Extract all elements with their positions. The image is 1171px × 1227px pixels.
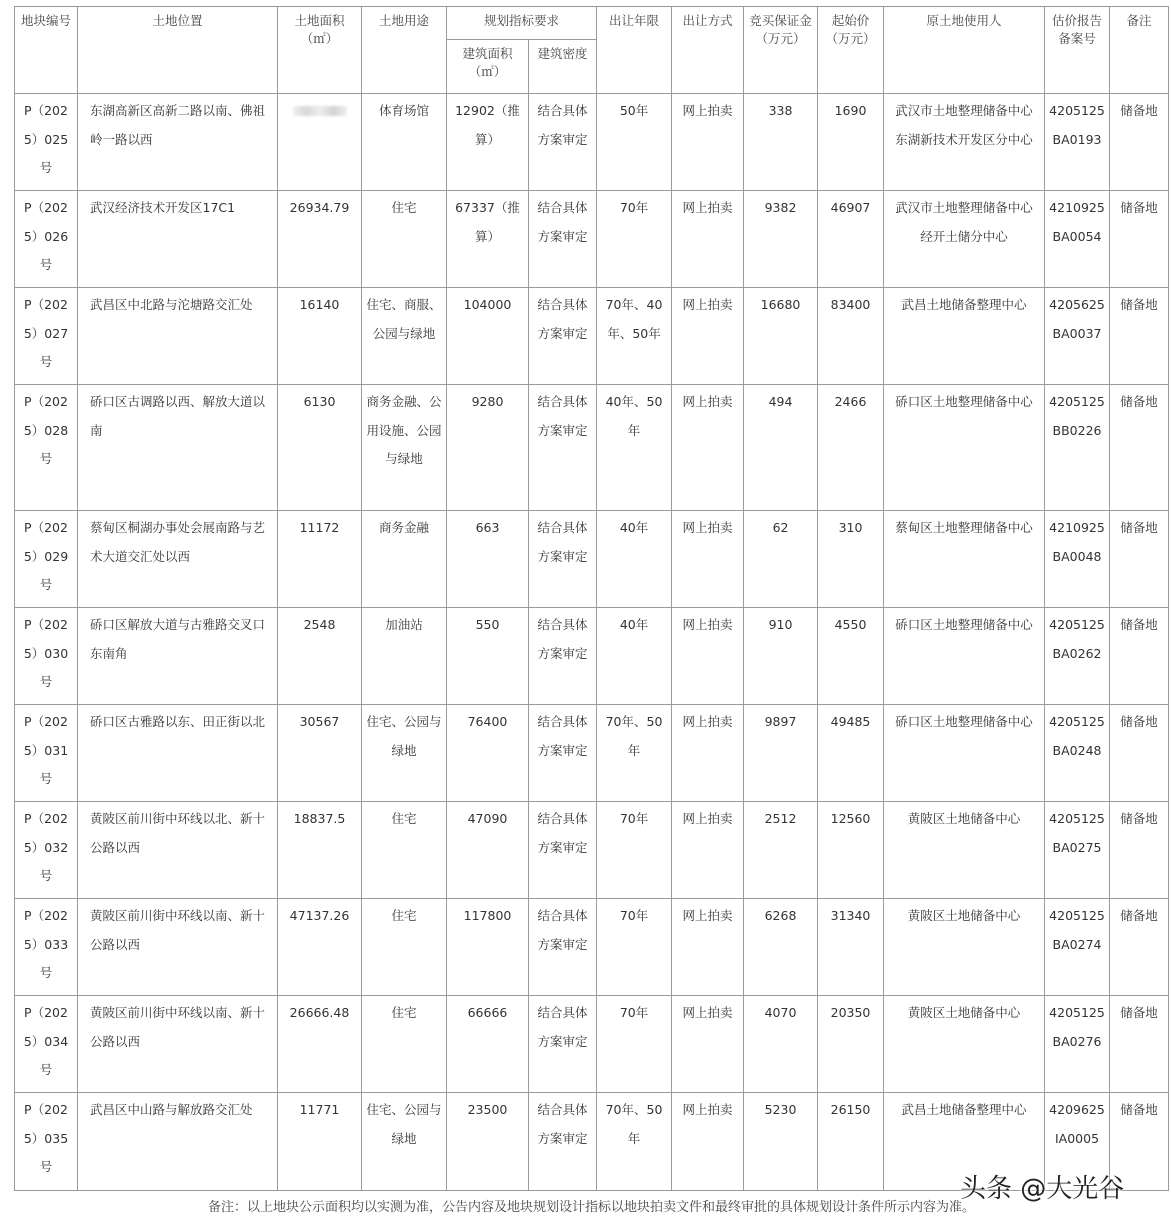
cell-owner: 黄陂区土地储备中心 [884,899,1045,996]
cell-build-area: 47090 [447,802,529,899]
table-body [15,94,1169,1191]
cell-remark: 储备地 [1110,996,1169,1093]
cell-remark: 储备地 [1110,608,1169,705]
cell-area: 30567 [278,705,362,802]
header-location: 土地位置 [78,7,278,94]
cell-plot-no: P（2025）031号 [15,705,78,802]
header-build-area: 建筑面积（㎡） [447,40,529,94]
cell-method: 网上拍卖 [672,94,744,191]
cell-owner: 武昌土地储备整理中心 [884,288,1045,385]
cell-plot-no: P（2025）026号 [15,191,78,288]
cell-density: 结合具体方案审定 [529,511,597,608]
cell-use: 商务金融、公用设施、公园与绿地 [362,385,447,511]
cell-density: 结合具体方案审定 [529,288,597,385]
cell-location: 黄陂区前川街中环线以南、新十公路以西 [78,996,278,1093]
cell-plot-no: P（2025）033号 [15,899,78,996]
cell-owner: 蔡甸区土地整理储备中心 [884,511,1045,608]
cell-owner: 武汉市土地整理储备中心经开土储分中心 [884,191,1045,288]
cell-use: 住宅 [362,191,447,288]
cell-location: 东湖高新区高新二路以南、佛祖岭一路以西 [78,94,278,191]
cell-term: 40年 [597,511,672,608]
cell-deposit: 16680 [744,288,818,385]
cell-density: 结合具体方案审定 [529,802,597,899]
cell-deposit: 4070 [744,996,818,1093]
redacted-area-blur [293,106,347,116]
cell-remark: 储备地 [1110,705,1169,802]
cell-plot-no: P（2025）028号 [15,385,78,511]
cell-location: 硚口区古调路以西、解放大道以南 [78,385,278,511]
table-row [15,511,1169,608]
header-method: 出让方式 [672,7,744,94]
cell-appraisal: 4209625IA0005 [1045,1093,1110,1191]
cell-plot-no: P（2025）034号 [15,996,78,1093]
cell-owner: 硚口区土地整理储备中心 [884,608,1045,705]
cell-use: 住宅 [362,802,447,899]
cell-remark: 储备地 [1110,191,1169,288]
cell-location: 武昌区中北路与沱塘路交汇处 [78,288,278,385]
cell-owner: 黄陂区土地储备中心 [884,996,1045,1093]
table-header [15,7,1169,94]
cell-appraisal: 4205125BA0275 [1045,802,1110,899]
cell-start-price: 49485 [818,705,884,802]
cell-term: 70年 [597,802,672,899]
cell-owner: 黄陂区土地储备中心 [884,802,1045,899]
table-row [15,385,1169,511]
cell-term: 70年、40年、50年 [597,288,672,385]
cell-start-price: 31340 [818,899,884,996]
cell-start-price: 310 [818,511,884,608]
cell-area: 11771 [278,1093,362,1191]
cell-build-area: 550 [447,608,529,705]
header-remark: 备注 [1110,7,1169,94]
cell-build-area: 67337（推算） [447,191,529,288]
cell-deposit: 6268 [744,899,818,996]
cell-use: 体育场馆 [362,94,447,191]
cell-plot-no: P（2025）030号 [15,608,78,705]
cell-location: 武汉经济技术开发区17C1 [78,191,278,288]
cell-remark: 储备地 [1110,899,1169,996]
cell-appraisal: 4210925BA0048 [1045,511,1110,608]
cell-appraisal: 4205125BA0274 [1045,899,1110,996]
header-appraisal: 估价报告备案号 [1045,7,1110,94]
header-area: 土地面积（㎡） [278,7,362,94]
cell-remark: 储备地 [1110,288,1169,385]
cell-appraisal: 4205625BA0037 [1045,288,1110,385]
cell-remark: 储备地 [1110,1093,1169,1191]
cell-term: 70年、50年 [597,705,672,802]
cell-location: 黄陂区前川街中环线以南、新十公路以西 [78,899,278,996]
cell-start-price: 2466 [818,385,884,511]
header-planning: 规划指标要求 [447,7,597,40]
cell-build-area: 117800 [447,899,529,996]
cell-build-area: 104000 [447,288,529,385]
cell-location: 蔡甸区桐湖办事处会展南路与艺术大道交汇处以西 [78,511,278,608]
header-start-price: 起始价（万元） [818,7,884,94]
cell-location: 硚口区解放大道与古雅路交叉口东南角 [78,608,278,705]
cell-build-area: 23500 [447,1093,529,1191]
table-row [15,802,1169,899]
cell-plot-no: P（2025）035号 [15,1093,78,1191]
cell-area [278,94,362,191]
cell-start-price: 46907 [818,191,884,288]
cell-density: 结合具体方案审定 [529,705,597,802]
cell-area: 18837.5 [278,802,362,899]
cell-term: 40年、50年 [597,385,672,511]
cell-density: 结合具体方案审定 [529,1093,597,1191]
cell-area: 26934.79 [278,191,362,288]
cell-deposit: 338 [744,94,818,191]
cell-area: 26666.48 [278,996,362,1093]
cell-term: 70年 [597,996,672,1093]
cell-deposit: 494 [744,385,818,511]
cell-area: 6130 [278,385,362,511]
cell-deposit: 2512 [744,802,818,899]
cell-density: 结合具体方案审定 [529,191,597,288]
cell-build-area: 9280 [447,385,529,511]
cell-use: 加油站 [362,608,447,705]
table-row [15,288,1169,385]
cell-density: 结合具体方案审定 [529,94,597,191]
cell-location: 黄陂区前川街中环线以北、新十公路以西 [78,802,278,899]
header-density: 建筑密度 [529,40,597,94]
cell-plot-no: P（2025）027号 [15,288,78,385]
cell-deposit: 9382 [744,191,818,288]
header-plot-no: 地块编号 [15,7,78,94]
table-row [15,996,1169,1093]
cell-use: 商务金融 [362,511,447,608]
cell-term: 40年 [597,608,672,705]
cell-use: 住宅 [362,996,447,1093]
cell-term: 70年、50年 [597,1093,672,1191]
cell-location: 武昌区中山路与解放路交汇处 [78,1093,278,1191]
cell-method: 网上拍卖 [672,1093,744,1191]
cell-method: 网上拍卖 [672,191,744,288]
cell-term: 70年 [597,899,672,996]
cell-remark: 储备地 [1110,802,1169,899]
cell-start-price: 83400 [818,288,884,385]
cell-plot-no: P（2025）029号 [15,511,78,608]
header-term: 出让年限 [597,7,672,94]
cell-area: 11172 [278,511,362,608]
cell-method: 网上拍卖 [672,385,744,511]
table-row [15,608,1169,705]
land-auction-table [14,6,1169,1191]
cell-use: 住宅、公园与绿地 [362,705,447,802]
cell-deposit: 9897 [744,705,818,802]
cell-start-price: 20350 [818,996,884,1093]
cell-location: 硚口区古雅路以东、田正街以北 [78,705,278,802]
cell-method: 网上拍卖 [672,608,744,705]
cell-deposit: 910 [744,608,818,705]
cell-appraisal: 4205125BA0248 [1045,705,1110,802]
cell-deposit: 5230 [744,1093,818,1191]
cell-owner: 硚口区土地整理储备中心 [884,705,1045,802]
cell-appraisal: 4205125BA0262 [1045,608,1110,705]
cell-method: 网上拍卖 [672,705,744,802]
header-use: 土地用途 [362,7,447,94]
cell-plot-no: P（2025）032号 [15,802,78,899]
footnote: 备注：以上地块公示面积均以实测为准，公告内容及地块规划设计指标以地块拍卖文件和最终审批的具体规划设计条件所示内容为准。 [208,1200,976,1215]
cell-density: 结合具体方案审定 [529,608,597,705]
cell-remark: 储备地 [1110,385,1169,511]
cell-start-price: 12560 [818,802,884,899]
cell-remark: 储备地 [1110,94,1169,191]
cell-start-price: 4550 [818,608,884,705]
cell-build-area: 12902（推算） [447,94,529,191]
cell-method: 网上拍卖 [672,899,744,996]
cell-build-area: 76400 [447,705,529,802]
cell-appraisal: 4210925BA0054 [1045,191,1110,288]
cell-start-price: 1690 [818,94,884,191]
cell-density: 结合具体方案审定 [529,385,597,511]
cell-appraisal: 4205125BA0276 [1045,996,1110,1093]
cell-area: 16140 [278,288,362,385]
cell-start-price: 26150 [818,1093,884,1191]
table-row [15,191,1169,288]
cell-owner: 武昌土地储备整理中心 [884,1093,1045,1191]
cell-plot-no: P（2025）025号 [15,94,78,191]
cell-build-area: 66666 [447,996,529,1093]
header-deposit: 竞买保证金（万元） [744,7,818,94]
cell-density: 结合具体方案审定 [529,899,597,996]
table-row [15,899,1169,996]
cell-remark: 储备地 [1110,511,1169,608]
table-row [15,94,1169,191]
cell-build-area: 663 [447,511,529,608]
header-owner: 原土地使用人 [884,7,1045,94]
cell-method: 网上拍卖 [672,288,744,385]
cell-area: 2548 [278,608,362,705]
cell-use: 住宅、商服、公园与绿地 [362,288,447,385]
cell-appraisal: 4205125BB0226 [1045,385,1110,511]
cell-term: 50年 [597,94,672,191]
cell-owner: 武汉市土地整理储备中心东湖新技术开发区分中心 [884,94,1045,191]
table-row [15,705,1169,802]
cell-owner: 硚口区土地整理储备中心 [884,385,1045,511]
watermark: 头条 @大光谷 [960,1174,1125,1204]
cell-density: 结合具体方案审定 [529,996,597,1093]
cell-use: 住宅、公园与绿地 [362,1093,447,1191]
cell-method: 网上拍卖 [672,996,744,1093]
cell-method: 网上拍卖 [672,511,744,608]
cell-method: 网上拍卖 [672,802,744,899]
cell-deposit: 62 [744,511,818,608]
cell-term: 70年 [597,191,672,288]
cell-appraisal: 4205125BA0193 [1045,94,1110,191]
cell-use: 住宅 [362,899,447,996]
cell-area: 47137.26 [278,899,362,996]
